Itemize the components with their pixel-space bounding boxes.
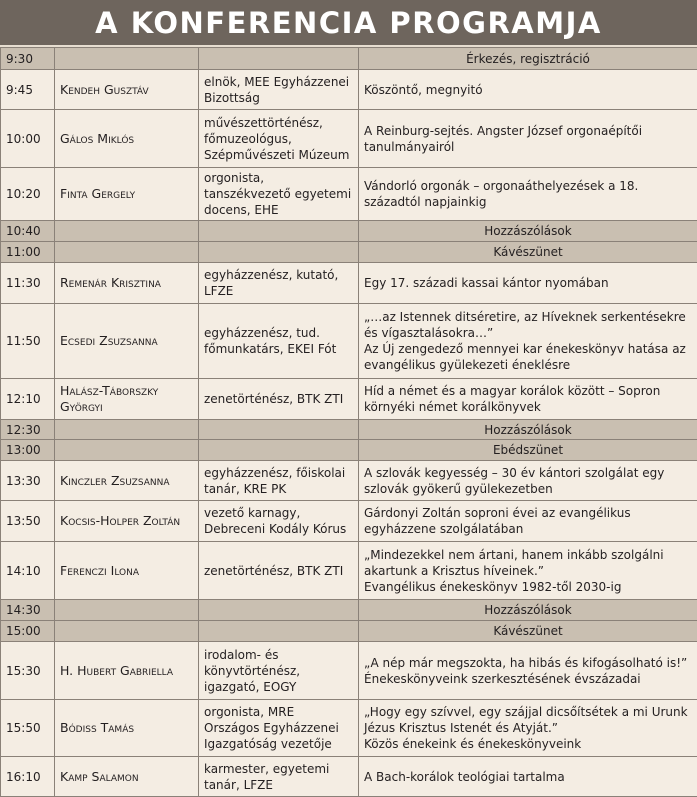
time-cell: 10:00 <box>1 110 55 168</box>
speaker-role-cell <box>199 621 359 642</box>
speaker-name-cell: Kinczler Zsuzsanna <box>55 461 199 501</box>
talk-title-line: Ebédszünet <box>364 442 692 458</box>
speaker-name-cell <box>55 600 199 621</box>
talk-title-cell <box>359 70 697 110</box>
time-cell: 10:20 <box>1 168 55 221</box>
speaker-role-cell: karmester, egyetemi tanár, LFZE <box>199 757 359 797</box>
time-cell: 11:00 <box>1 242 55 263</box>
speaker-name-cell <box>55 621 199 642</box>
talk-title-cell <box>359 600 697 621</box>
speaker-name-cell: Kocsis-Holper Zoltán <box>55 501 199 542</box>
talk-title-cell <box>359 642 697 700</box>
time-cell: 12:30 <box>1 420 55 440</box>
speaker-role-cell <box>199 48 359 70</box>
speaker-role-cell <box>199 600 359 621</box>
speaker-name-cell <box>55 221 199 242</box>
time-cell: 11:50 <box>1 304 55 379</box>
session-row <box>1 379 697 420</box>
talk-title-line: Hozzászólások <box>364 602 692 618</box>
talk-title-line: Gárdonyi Zoltán soproni évei az evangélikus egyházzene szolgálatában <box>364 505 692 537</box>
talk-title-cell <box>359 757 697 797</box>
session-row <box>1 757 697 797</box>
speaker-role-cell: egyházzenész, tud. főmunkatárs, EKEI Fót <box>199 304 359 379</box>
talk-title-cell <box>359 110 697 168</box>
time-cell: 14:10 <box>1 542 55 600</box>
break-row <box>1 48 697 70</box>
speaker-role-cell <box>199 440 359 461</box>
talk-title-line: A Reinburg-sejtés. Angster József orgonaépítői tanulmányairól <box>364 123 692 155</box>
talk-title-cell <box>359 461 697 501</box>
speaker-role-cell: művészettörténész, főmuzeológus, Szépművészeti Múzeum <box>199 110 359 168</box>
talk-title-line: „Hogy egy szívvel, egy szájjal dicsőítsétek a mi Urunk Jézus Krisztus Istenét és Atyját.” <box>364 704 692 736</box>
speaker-name-cell <box>55 440 199 461</box>
talk-title-line: Az Új zengedező mennyei kar énekeskönyv hatása az evangélikus gyülekezeti éneklésre <box>364 341 692 373</box>
speaker-name-cell <box>55 48 199 70</box>
talk-title-line: Evangélikus énekeskönyv 1982-től 2030-ig <box>364 579 692 595</box>
speaker-name-cell: Kamp Salamon <box>55 757 199 797</box>
break-row <box>1 600 697 621</box>
talk-title-cell <box>359 501 697 542</box>
speaker-role-cell <box>199 420 359 440</box>
program-table <box>0 47 697 797</box>
time-cell: 15:30 <box>1 642 55 700</box>
speaker-role-cell: vezető karnagy, Debreceni Kodály Kórus <box>199 501 359 542</box>
talk-title-line: Kávészünet <box>364 244 692 260</box>
time-cell: 12:10 <box>1 379 55 420</box>
speaker-role-cell: zenetörténész, BTK ZTI <box>199 379 359 420</box>
speaker-role-cell: elnök, MEE Egyházzenei Bizottság <box>199 70 359 110</box>
speaker-name-cell: Finta Gergely <box>55 168 199 221</box>
speaker-role-cell: orgonista, tanszékvezető egyetemi docens, EHE <box>199 168 359 221</box>
session-row <box>1 168 697 221</box>
break-row <box>1 420 697 440</box>
talk-title-line: „A nép már megszokta, ha hibás és kifogásolható is!” <box>364 655 692 671</box>
speaker-name-cell <box>55 420 199 440</box>
session-row <box>1 700 697 757</box>
talk-title-cell <box>359 263 697 304</box>
talk-title-line: Kávészünet <box>364 623 692 639</box>
talk-title-cell <box>359 304 697 379</box>
speaker-role-cell <box>199 221 359 242</box>
talk-title-line: Hozzászólások <box>364 422 692 438</box>
speaker-name-cell: Kendeh Gusztáv <box>55 70 199 110</box>
time-cell: 15:50 <box>1 700 55 757</box>
time-cell: 15:00 <box>1 621 55 642</box>
speaker-name-cell: Remenár Krisztina <box>55 263 199 304</box>
speaker-name-cell: Bódiss Tamás <box>55 700 199 757</box>
break-row <box>1 621 697 642</box>
time-cell: 16:10 <box>1 757 55 797</box>
talk-title-cell <box>359 621 697 642</box>
session-row <box>1 304 697 379</box>
time-cell: 10:40 <box>1 221 55 242</box>
session-row <box>1 542 697 600</box>
speaker-name-cell: Ecsedi Zsuzsanna <box>55 304 199 379</box>
talk-title-line: Hozzászólások <box>364 223 692 239</box>
title-banner <box>0 0 697 45</box>
time-cell: 9:45 <box>1 70 55 110</box>
talk-title-line: A Bach-korálok teológiai tartalma <box>364 769 692 785</box>
talk-title-cell <box>359 48 697 70</box>
speaker-role-cell: egyházzenész, főiskolai tanár, KRE PK <box>199 461 359 501</box>
page-title: A KONFERENCIA PROGRAMJA <box>95 6 602 40</box>
talk-title-cell <box>359 168 697 221</box>
speaker-name-cell: Ferenczi Ilona <box>55 542 199 600</box>
break-row <box>1 221 697 242</box>
break-row <box>1 242 697 263</box>
speaker-name-cell: Gálos Miklós <box>55 110 199 168</box>
session-row <box>1 263 697 304</box>
session-row <box>1 642 697 700</box>
talk-title-cell <box>359 379 697 420</box>
time-cell: 13:30 <box>1 461 55 501</box>
talk-title-cell <box>359 420 697 440</box>
time-cell: 9:30 <box>1 48 55 70</box>
session-row <box>1 461 697 501</box>
session-row <box>1 70 697 110</box>
talk-title-line: „Mindezekkel nem ártani, hanem inkább szolgálni akartunk a Krisztus híveinek.” <box>364 547 692 579</box>
talk-title-line: Énekeskönyveink szerkesztésének évszázadai <box>364 671 692 687</box>
session-row <box>1 501 697 542</box>
speaker-name-cell: Halász-Táborszky Györgyi <box>55 379 199 420</box>
time-cell: 14:30 <box>1 600 55 621</box>
talk-title-cell <box>359 700 697 757</box>
talk-title-line: Vándorló orgonák – orgonaáthelyezések a 18. századtól napjainkig <box>364 178 692 210</box>
talk-title-cell <box>359 440 697 461</box>
speaker-role-cell: zenetörténész, BTK ZTI <box>199 542 359 600</box>
talk-title-line: Köszöntő, megnyitó <box>364 82 692 98</box>
session-row <box>1 110 697 168</box>
talk-title-line: A szlovák kegyesség – 30 év kántori szolgálat egy szlovák gyökerű gyülekezetben <box>364 465 692 497</box>
talk-title-line: Egy 17. századi kassai kántor nyomában <box>364 275 692 291</box>
time-cell: 13:50 <box>1 501 55 542</box>
talk-title-cell <box>359 542 697 600</box>
talk-title-line: Híd a német és a magyar korálok között – Sopron környéki német korálkönyvek <box>364 383 692 415</box>
speaker-name-cell <box>55 242 199 263</box>
speaker-name-cell: H. Hubert Gabriella <box>55 642 199 700</box>
time-cell: 13:00 <box>1 440 55 461</box>
talk-title-line: Közös énekeink és énekeskönyveink <box>364 736 692 752</box>
talk-title-cell <box>359 221 697 242</box>
talk-title-line: Érkezés, regisztráció <box>364 51 692 67</box>
talk-title-cell <box>359 242 697 263</box>
talk-title-line: „…az Istennek ditséretire, az Híveknek serkentésekre és vígasztalásokra…” <box>364 309 692 341</box>
speaker-role-cell: egyházzenész, kutató, LFZE <box>199 263 359 304</box>
speaker-role-cell: irodalom- és könyvtörténész, igazgató, EOGY <box>199 642 359 700</box>
break-row <box>1 440 697 461</box>
speaker-role-cell: orgonista, MRE Országos Egyházzenei Igazgatóság vezetője <box>199 700 359 757</box>
time-cell: 11:30 <box>1 263 55 304</box>
speaker-role-cell <box>199 242 359 263</box>
